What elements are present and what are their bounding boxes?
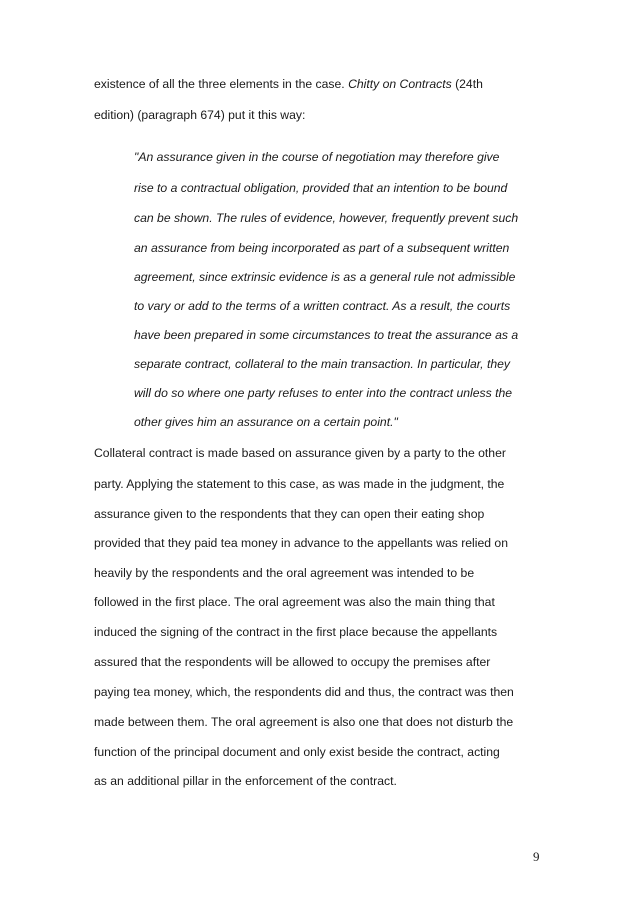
body-line: as an additional pillar in the enforcement of the contract. bbox=[94, 774, 397, 788]
body-line: Collateral contract is made based on assurance given by a party to the other bbox=[94, 446, 506, 460]
body-line: heavily by the respondents and the oral agreement was intended to be bbox=[94, 566, 475, 580]
quote-line: to vary or add to the terms of a written contract. As a result, the courts bbox=[134, 299, 511, 313]
body-line: paying tea money, which, the respondents did and thus, the contract was then bbox=[94, 685, 514, 699]
body-line: made between them. The oral agreement is also one that does not disturb the bbox=[94, 715, 514, 729]
citation-title: Chitty on Contracts bbox=[348, 77, 452, 91]
body-line: party. Applying the statement to this case, as was made in the judgment, the bbox=[94, 477, 505, 491]
body-line: provided that they paid tea money in advance to the appellants was relied on bbox=[94, 536, 508, 550]
intro-line-1-text: existence of all the three elements in the case. bbox=[94, 77, 349, 91]
body-line: induced the signing of the contract in the first place because the appellants bbox=[94, 625, 498, 639]
intro-line-1-tail: (24th bbox=[451, 77, 483, 91]
quote-line: "An assurance given in the course of negotiation may therefore give bbox=[134, 150, 500, 164]
quote-line: will do so where one party refuses to enter into the contract unless the bbox=[134, 386, 513, 400]
body-line: function of the principal document and only exist beside the contract, acting bbox=[94, 745, 500, 759]
quote-line: an assurance from being incorporated as part of a subsequent written bbox=[134, 241, 510, 255]
intro-line-1 bbox=[94, 76, 483, 92]
body-line: assurance given to the respondents that they can open their eating shop bbox=[94, 507, 485, 521]
quote-line: have been prepared in some circumstances to treat the assurance as a bbox=[134, 328, 519, 342]
body-line: assured that the respondents will be allowed to occupy the premises after bbox=[94, 655, 491, 669]
quote-line: other gives him an assurance on a certain point." bbox=[134, 415, 398, 429]
intro-line-2: edition) (paragraph 674) put it this way: bbox=[94, 108, 306, 122]
quote-line: rise to a contractual obligation, provided that an intention to be bound bbox=[134, 181, 508, 195]
quote-line: separate contract, collateral to the main transaction. In particular, they bbox=[134, 357, 510, 371]
body-line: followed in the first place. The oral agreement was also the main thing that bbox=[94, 595, 495, 609]
page-number: 9 bbox=[533, 849, 540, 864]
quote-line: agreement, since extrinsic evidence is as a general rule not admissible bbox=[134, 270, 516, 284]
quote-line: can be shown. The rules of evidence, however, frequently prevent such bbox=[134, 211, 519, 225]
